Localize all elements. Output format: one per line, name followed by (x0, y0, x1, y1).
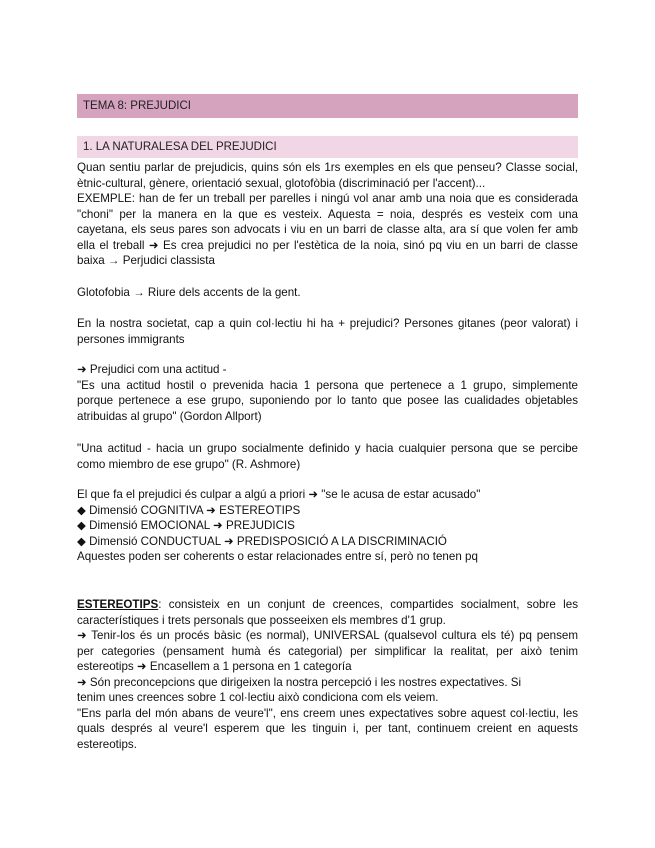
text-line: En la nostra societat, cap a quin col·lectiu hi ha + prejudici? Persones gitanes (peor valorat) i (77, 317, 578, 330)
text-line: ➜ Prejudici com una actitud - (77, 363, 227, 376)
definition-text: : consisteix en un conjunt de creences, compartides socialment, sobre les (158, 598, 578, 611)
text-line: "choni" per la manera en la que es vesteix. Aquesta = noia, després es vesteix com una (77, 207, 578, 221)
text-line: estereotips ➜ Encasellem a 1 persona en 1 categoría (77, 660, 352, 673)
bullet-emocional: ◆ Dimensió EMOCIONAL ➜ PREJUDICIS (77, 519, 295, 532)
text-line: per categories (pensament humà és categorial) per simplificar la realitat, per això tenim (77, 644, 578, 658)
text-line: ella el treball ➜ Es crea prejudici no per l'estètica de la noia, sinó pq viu en un barri de classe (77, 238, 578, 252)
text-line: ètnic-cultural, gènere, orientació sexual, glotofòbia (discriminació per l'accent)... (77, 176, 486, 190)
text-line: Glotofobia → Riure dels accents de la gent. (77, 286, 301, 299)
text-line: característiques i trets personals que posseeixen els membres d'1 grup. (77, 613, 446, 627)
text-line: ➜ Tenir-los és un procés bàsic (es normal), UNIVERSAL (qualsevol cultura els té) pq pensem (77, 629, 578, 642)
text-line: como miembro de ese grupo" (R. Ashmore) (77, 457, 301, 471)
text-line: "Es una actitud hostil o prevenida hacia 1 persona que pertenece a 1 grupo, simplemente (77, 378, 578, 392)
text-line: EXEMPLE: han de fer un treball per parelles i ningú vol anar amb una noia que es considerada (77, 192, 578, 205)
bullet-cognitiva: ◆ Dimensió COGNITIVA ➜ ESTEREOTIPS (77, 503, 301, 517)
text-line: baixa → Perjudici classista (77, 254, 215, 267)
text-line: Quan sentiu parlar de prejudicis, quins són els 1rs exemples en els que penseu? Classe social, (77, 161, 578, 174)
text-line: Aquestes poden ser coherents o estar relacionades entre sí, però no tenen pq (77, 550, 478, 563)
text-line: "Ens parla del món abans de veure'l", ens creem unes expectatives sobre aquest col·lectiu, les (77, 706, 578, 720)
text-line: El que fa el prejudici és culpar a algú a priori ➜ "se le acusa de estar acusado" (77, 488, 481, 501)
text-line: estereotips. (77, 737, 137, 751)
text-line: "Una actitud - hacia un grupo socialmente definido y hacia cualquier persona que se percibe (77, 442, 578, 455)
paragraph-ashmore (77, 441, 578, 472)
heading-sub: 1. LA NATURALESA DEL PREJUDICI (77, 136, 578, 158)
text-line: atribuidas al grupo" (Gordon Allport) (77, 409, 262, 423)
text-line: persones immigrants (77, 332, 185, 346)
text-line: quals després al veure'l esperem que les tinguin i, per tant, continuem creient en aquests (77, 722, 578, 735)
section-intro (77, 160, 578, 269)
paragraph-allport (77, 362, 578, 424)
text-line (77, 597, 578, 613)
paragraph-societat (77, 316, 578, 347)
paragraph-glotofobia (77, 285, 578, 301)
bullet-conductual: ◆ Dimensió CONDUCTUAL ➜ PREDISPOSICIÓ A LA DISCRIMINACIÓ (77, 534, 447, 548)
text-line: tenim unes creences sobre 1 col·lectiu això condiciona com els veiem. (77, 691, 439, 704)
paragraph-dimensions (77, 487, 578, 565)
text-line: ➜ Són preconcepcions que dirigeixen la nostra percepció i les nostres expectatives. Si (77, 675, 522, 689)
text-line: porque pertenece a ese grupo, suponiendo por lo tanto que posee las cualidades objetables (77, 394, 578, 407)
text-line: cayetana, els seus pares son advocats i viu en un barri de classe alta, ara sí que volen fer amb (77, 223, 578, 236)
heading-main: TEMA 8: PREJUDICI (77, 94, 578, 118)
section-estereotips (77, 597, 578, 752)
term-estereotips: ESTEREOTIPS (77, 598, 159, 611)
